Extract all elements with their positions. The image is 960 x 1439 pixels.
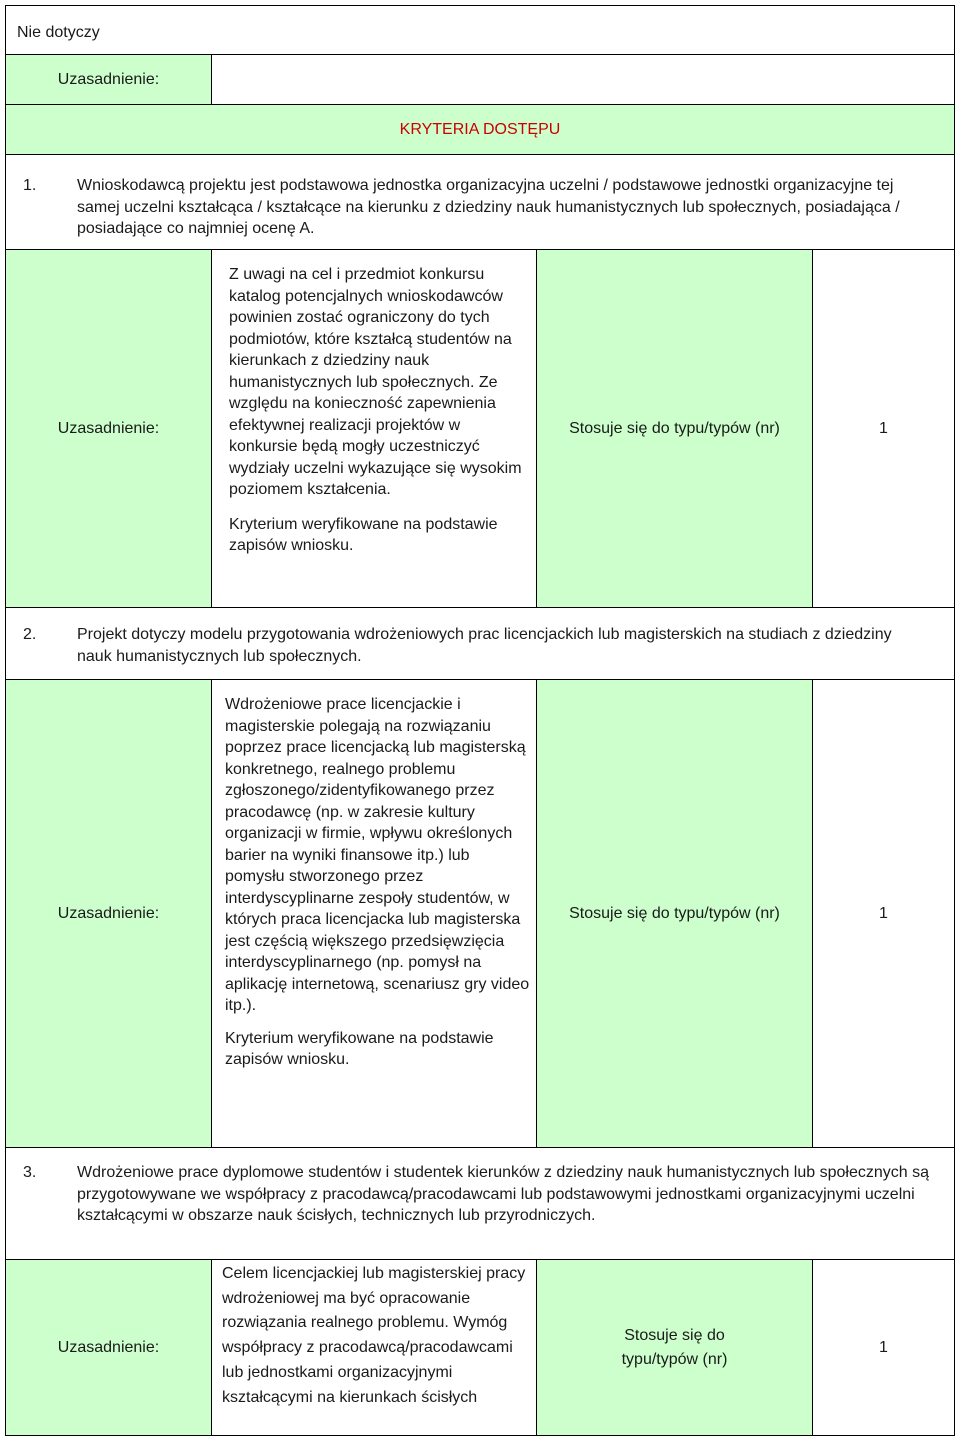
justification-label: Uzasadnienie: (57, 904, 160, 922)
criterion-2-applies-label-cell (537, 679, 813, 1147)
applies-to-types-value: 1 (879, 419, 888, 437)
applies-to-types-value: 1 (879, 1338, 888, 1356)
criterion-1-row (5, 154, 955, 249)
justification-label: Uzasadnienie: (57, 419, 160, 437)
justification-label: Uzasadnienie: (57, 70, 160, 88)
criterion-1-applies-label-cell (537, 249, 813, 607)
criterion-3-number: 3. (23, 1164, 37, 1181)
top-justification-value-cell (212, 54, 955, 104)
criterion-3-applies-value-cell (813, 1259, 955, 1436)
criterion-3-text: Wdrożeniowe prace dyplomowe studentów i studentek kierunków z dziedziny nauk humanistycznych lub społecznych są przygotowywane we współpracy z pracodawcą/pracodawcami lub podstawowymi jednostkami organizacyjnymi uczelni kształcącymi w obszarze nauk ścisłych, technicznych lub przyrodniczych. (77, 1164, 929, 1224)
not-applicable-text: Nie dotyczy (17, 24, 100, 41)
applies-to-types-label: Stosuje się do typu/typów (nr) (569, 419, 780, 437)
criterion-3-justification-label-cell (5, 1259, 212, 1436)
criterion-2-text: Projekt dotyczy modelu przygotowania wdrożeniowych prac licencjackich lub magisterskich na studiach z dziedziny nauk humanistycznych lub społecznych. (77, 626, 892, 665)
applies-to-types-label: Stosuje się do typu/typów (nr) (621, 1326, 728, 1368)
criterion-1-number: 1. (23, 177, 37, 194)
criterion-3-applies-label-cell (537, 1259, 813, 1436)
criterion-2-number: 2. (23, 626, 37, 643)
justification-label: Uzasadnienie: (57, 1338, 160, 1356)
criterion-3-justification-text-cell (212, 1259, 537, 1436)
criterion-1-text: Wnioskodawcą projektu jest podstawowa jednostka organizacyjna uczelni / podstawowe jednostki organizacyjne tej samej uczelni kształcąca / kształcące na kierunku z dziedziny nauk humanistycznych lub społecznych, posiadająca / posiadające co najmniej ocenę A. (77, 177, 900, 237)
top-justification-label-cell (5, 54, 212, 104)
criterion-2-justification-text-cell (212, 679, 537, 1147)
justification-paragraph: Wdrożeniowe prace licencjackie i magisterskie polegają na rozwiązaniu poprzez prace licencjacką lub magisterską konkretnego, realnego problemu zgłoszonego/zidentyfikowanego przez pracodawcę (np. w zakresie kultury organizacji w firmie, wpływu określonych barier na wyniki finansowe itp.) lub pomysłu stworzonego przez interdyscyplinarne zespoły studentów, w których praca licencjacka lub magisterska jest częścią większego przedsięwzięcia interdyscyplinarnego (np. pomysł na aplikację internetową, scenariusz gry video itp.). (225, 696, 530, 1014)
criterion-1-applies-value-cell (813, 249, 955, 607)
justification-paragraph: Z uwagi na cel i przedmiot konkursu katalog potencjalnych wnioskodawców powinien zostać ograniczony do tych podmiotów, które kształcą studentów na kierunkach z dziedziny nauk humanistycznych lub społecznych. Ze względu na konieczność zapewnienia efektywnej realizacji projektów w konkursie będą mogły uczestniczyć wydziały uczelni wykazujące się wysokim poziomem kształcenia. (229, 266, 522, 498)
criterion-3-row (5, 1147, 955, 1259)
justification-paragraph: Kryterium weryfikowane na podstawie zapisów wniosku. (229, 515, 498, 554)
section-title-row (5, 104, 955, 154)
criterion-2-applies-value-cell (813, 679, 955, 1147)
not-applicable-row (5, 5, 955, 54)
justification-paragraph: Kryterium weryfikowane na podstawie zapisów wniosku. (225, 1029, 494, 1068)
justification-paragraph: Celem licencjackiej lub magisterskiej pracy wdrożeniowej ma być opracowanie rozwiązania realnego problemu. Wymóg współpracy z pracodawcą/pracodawcami lub jednostkami organizacyjnymi kształcącymi na kierunkach ścisłych (222, 1265, 526, 1406)
criterion-2-justification-label-cell (5, 679, 212, 1147)
applies-to-types-value: 1 (879, 904, 888, 922)
applies-to-types-label: Stosuje się do typu/typów (nr) (569, 904, 780, 922)
criterion-2-row (5, 607, 955, 679)
criterion-1-justification-text-cell (212, 249, 537, 607)
section-title: KRYTERIA DOSTĘPU (399, 120, 561, 138)
criterion-1-justification-label-cell (5, 249, 212, 607)
